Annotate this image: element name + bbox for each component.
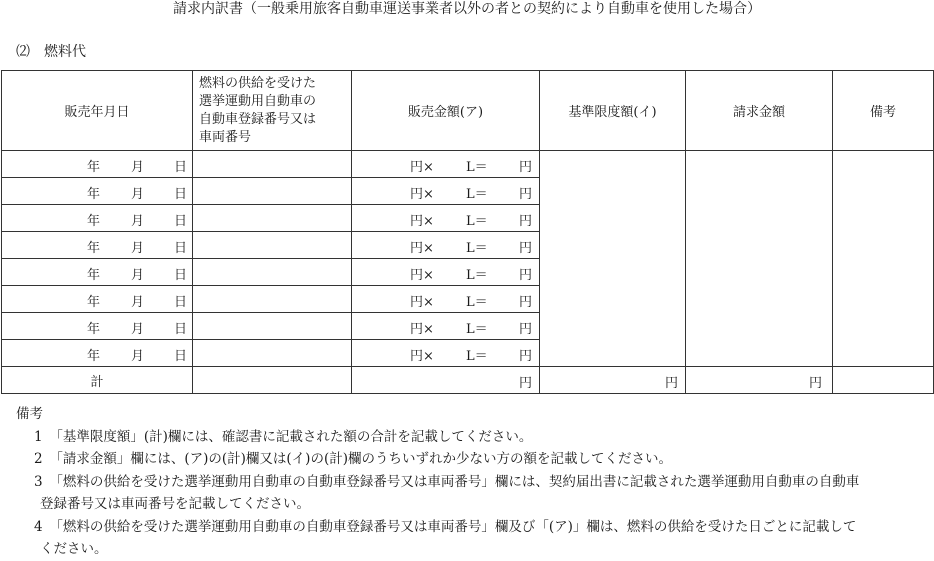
vehicle-number-cell — [193, 286, 352, 313]
year-label: 年 — [87, 214, 101, 229]
day-label: 日 — [174, 160, 188, 175]
amount-cell — [352, 205, 540, 232]
header-vehicle-line: 車両番号 — [199, 129, 252, 145]
amount-cell — [352, 313, 540, 340]
header-remarks: 備考 — [833, 71, 934, 151]
notes-heading: 備考 — [16, 406, 43, 422]
table-row — [2, 151, 934, 178]
day-label: 日 — [174, 295, 188, 310]
notes-section — [16, 403, 859, 561]
remarks-cell — [833, 151, 934, 367]
vehicle-number-cell — [193, 313, 352, 340]
day-label: 日 — [174, 268, 188, 283]
yen-label: 円 — [808, 376, 822, 391]
year-label: 年 — [87, 349, 101, 364]
month-label: 月 — [131, 214, 145, 229]
month-label: 月 — [131, 241, 145, 256]
year-label: 年 — [87, 322, 101, 337]
date-cell — [2, 313, 193, 340]
yen-times-label: 円× — [410, 187, 434, 202]
vehicle-number-cell — [193, 178, 352, 205]
year-label: 年 — [87, 241, 101, 256]
yen-label: 円 — [518, 268, 532, 283]
year-label: 年 — [87, 187, 101, 202]
date-cell — [2, 259, 193, 286]
note-item-continued: 登録番号又は車両番号を記載してください。 — [40, 496, 310, 512]
note-item: 4 「燃料の供給を受けた選挙運動用自動車の自動車登録番号又は車両番号」欄及び「(ア)」欄は、燃料の供給を受けた日ごとに記載して — [34, 518, 857, 535]
header-vehicle-number — [193, 71, 352, 151]
yen-label: 円 — [664, 376, 678, 391]
liter-label: L＝ — [466, 160, 488, 175]
year-label: 年 — [87, 268, 101, 283]
yen-times-label: 円× — [410, 295, 434, 310]
day-label: 日 — [174, 187, 188, 202]
amount-cell — [352, 178, 540, 205]
day-label: 日 — [174, 349, 188, 364]
vehicle-number-cell — [193, 205, 352, 232]
month-label: 月 — [131, 322, 145, 337]
liter-label: L＝ — [466, 322, 488, 337]
yen-label: 円 — [518, 349, 532, 364]
year-label: 年 — [87, 160, 101, 175]
yen-label: 円 — [518, 376, 532, 391]
day-label: 日 — [174, 214, 188, 229]
month-label: 月 — [131, 349, 145, 364]
liter-label: L＝ — [466, 295, 488, 310]
header-limit: 基準限度額(イ) — [540, 71, 686, 151]
note-item: 2 「請求金額」欄には、(ア)の(計)欄又は(イ)の(計)欄のうちいずれか少ない方の額を記載してください。 — [34, 451, 672, 467]
header-vehicle-line: 選挙運動用自動車の — [199, 93, 317, 109]
header-amount: 販売金額(ア) — [352, 71, 540, 151]
claim-cell — [686, 151, 833, 367]
liter-label: L＝ — [466, 241, 488, 256]
amount-cell — [352, 232, 540, 259]
total-claim-cell — [686, 367, 833, 394]
yen-label: 円 — [518, 295, 532, 310]
date-cell — [2, 178, 193, 205]
limit-cell — [540, 151, 686, 367]
total-remarks-cell — [833, 367, 934, 394]
header-date: 販売年月日 — [2, 71, 193, 151]
date-cell — [2, 205, 193, 232]
month-label: 月 — [131, 295, 145, 310]
liter-label: L＝ — [466, 214, 488, 229]
year-label: 年 — [87, 295, 101, 310]
yen-label: 円 — [518, 187, 532, 202]
note-item: 1 「基準限度額」(計)欄には、確認書に記載された額の合計を記載してください。 — [34, 428, 533, 445]
date-cell — [2, 232, 193, 259]
note-item: 3 「燃料の供給を受けた選挙運動用自動車の自動車登録番号又は車両番号」欄には、契約届出書に記載された選挙運動用自動車の自動車 — [34, 473, 860, 490]
vehicle-number-cell — [193, 151, 352, 178]
header-claim: 請求金額 — [686, 71, 833, 151]
date-cell — [2, 151, 193, 178]
yen-label: 円 — [518, 214, 532, 229]
amount-cell — [352, 286, 540, 313]
month-label: 月 — [131, 160, 145, 175]
header-vehicle-line: 燃料の供給を受けた — [199, 75, 317, 91]
amount-cell — [352, 259, 540, 286]
yen-times-label: 円× — [410, 214, 434, 229]
yen-label: 円 — [518, 322, 532, 337]
yen-label: 円 — [518, 241, 532, 256]
vehicle-number-cell — [193, 340, 352, 367]
total-limit-cell — [540, 367, 686, 394]
yen-times-label: 円× — [410, 349, 434, 364]
total-row — [2, 367, 934, 394]
invoice-table — [1, 70, 934, 394]
day-label: 日 — [174, 322, 188, 337]
total-vehicle-cell — [193, 367, 352, 394]
month-label: 月 — [131, 187, 145, 202]
liter-label: L＝ — [466, 349, 488, 364]
yen-times-label: 円× — [410, 268, 434, 283]
total-label: 計 — [2, 367, 193, 394]
date-cell — [2, 340, 193, 367]
vehicle-number-cell — [193, 232, 352, 259]
document-title: 請求内訳書（一般乗用旅客自動車運送事業者以外の者との契約により自動車を使用した場合） — [173, 1, 761, 17]
yen-times-label: 円× — [410, 241, 434, 256]
month-label: 月 — [131, 268, 145, 283]
note-item-continued: ください。 — [40, 541, 108, 557]
total-amount-cell — [352, 367, 540, 394]
section-heading: ⑵ 燃料代 — [16, 44, 86, 60]
day-label: 日 — [174, 241, 188, 256]
header-vehicle-line: 自動車登録番号又は — [199, 111, 317, 127]
amount-cell — [352, 340, 540, 367]
header-row — [2, 71, 934, 151]
liter-label: L＝ — [466, 268, 488, 283]
yen-times-label: 円× — [410, 322, 434, 337]
date-cell — [2, 286, 193, 313]
vehicle-number-cell — [193, 259, 352, 286]
yen-times-label: 円× — [410, 160, 434, 175]
amount-cell — [352, 151, 540, 178]
yen-label: 円 — [518, 160, 532, 175]
liter-label: L＝ — [466, 187, 488, 202]
